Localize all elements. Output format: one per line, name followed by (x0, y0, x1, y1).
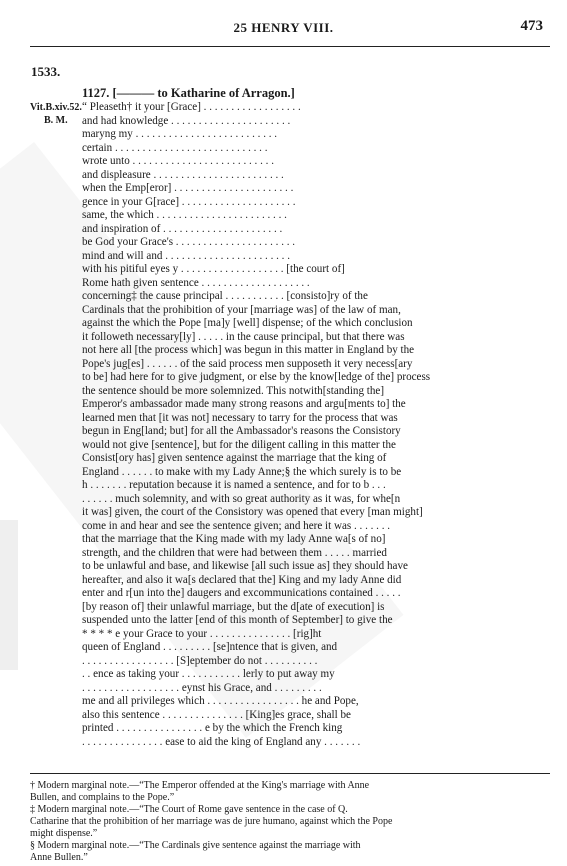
entry-title: 1127. [——— to Katharine of Arragon.] (82, 86, 295, 100)
body-line: to be unlawful and base, and likewise [all such issue as] they should have (82, 560, 408, 572)
body-line: that the marriage that the King made with my lady Anne wa[s of no] (82, 533, 386, 545)
running-title: 25 HENRY VIII. (233, 20, 334, 35)
footnote-line: § Modern marginal note.—“The Cardinals give sentence against the marriage with (30, 840, 361, 851)
footnote-line: ‡ Modern marginal note.—“The Court of Rome gave sentence in the case of Q. (30, 804, 348, 815)
body-line: strength, and the children that were had between them . . . . . married (82, 546, 387, 559)
body-line: and had knowledge . . . . . . . . . . . . . . . . . . . . . . (82, 114, 291, 127)
body-line: h . . . . . . . reputation because it is named a sentence, and for to b . . . (82, 479, 386, 491)
page-number: 473 (520, 18, 543, 34)
body-line: . . . . . . . . . . . . . . . . . [S]eptember do not . . . . . . . . . . (82, 654, 318, 667)
body-line: against the which the Pope [ma]y [well] dispense; of the which conclusion (82, 317, 413, 329)
footnote-line: might dispense.” (30, 828, 98, 839)
body-line: . . . . . . . . . . . . . . . ease to aid the king of England any . . . . . . . (82, 735, 361, 748)
body-line: Consist[ory has] given sentence against the marriage that the king of (82, 452, 387, 464)
body-line: it followeth necessary[ly] . . . . . in the cause principal, but that there was (82, 330, 405, 343)
body-line: maryng my . . . . . . . . . . . . . . . . . . . . . . . . . . (82, 128, 278, 140)
body-line: to be] had here for to give judgment, or else by the know[ledge of the] process (82, 371, 431, 383)
footnote-line: Anne Bullen.” (30, 852, 88, 863)
body-line: certain . . . . . . . . . . . . . . . . . . . . . . . . . . . . (82, 141, 268, 154)
body-line: concerning‡ the cause principal . . . . . . . . . . . [consisto]ry of the (82, 290, 368, 302)
footnotes (30, 780, 550, 864)
footnote-line: Bullen, and complains to the Pope.” (30, 792, 175, 803)
body-line: begun in Eng[land; but] for all the Ambassador's reasons the Consistory (82, 425, 401, 437)
body-line: . . . . . . much solemnity, and with so great authority as it was, for whe[n (82, 492, 401, 505)
footnote-line: Catharine that the prohibition of her marriage was de jure humano, against which the Pope (30, 816, 393, 827)
body-line: and inspiration of . . . . . . . . . . . . . . . . . . . . . . (82, 222, 283, 235)
body-line: . . ence as taking your . . . . . . . . . . . lerly to put away my (82, 668, 335, 680)
body-line: with his pitiful eyes y . . . . . . . . . . . . . . . . . . . [the court of] (82, 263, 345, 275)
body-line: mind and will and . . . . . . . . . . . . . . . . . . . . . . . (82, 249, 290, 262)
body-line: it was] given, the court of the Consistory was opened that every [man might] (82, 506, 423, 518)
body-line: Cardinals that the prohibition of your [marriage was] of the law of man, (82, 303, 401, 316)
body-line: be God your Grace's . . . . . . . . . . . . . . . . . . . . . . (82, 236, 296, 248)
body-line: printed . . . . . . . . . . . . . . . . e by the which the French king (82, 722, 343, 734)
body-line: Emperor's ambassador made many strong reasons and argu[ments to] the (82, 398, 406, 410)
body-line: suspended unto the latter [end of this month of September] to give the (82, 614, 393, 626)
footnote-line: † Modern marginal note.—“The Emperor offended at the King's marriage with Anne (30, 780, 370, 791)
body-line: also this sentence . . . . . . . . . . . . . . . [King]es grace, shall be (82, 708, 351, 721)
body-line: would not give [sentence], but for the diligent calling in this matter the (82, 438, 396, 451)
body-line: come in and hear and see the sentence given; and here it was . . . . . . . (82, 519, 391, 532)
body-line: when the Emp[eror] . . . . . . . . . . . . . . . . . . . . . . (82, 182, 294, 194)
footnote-rule (30, 773, 550, 774)
letter-body (82, 101, 554, 749)
body-line: Rome hath given sentence . . . . . . . . . . . . . . . . . . . . (82, 276, 310, 289)
body-line: learned men that [it was not] necessary to tarry for the process that was (82, 411, 398, 424)
margin-reference-library: B. M. (44, 115, 68, 126)
body-line: queen of England . . . . . . . . . [se]ntence that is given, and (82, 641, 338, 653)
body-line: Pope's jug[es] . . . . . . of the said process men supposeth it very necess[ary (82, 357, 413, 370)
body-line: and displeasure . . . . . . . . . . . . . . . . . . . . . . . . (82, 168, 284, 181)
body-line: same, the which . . . . . . . . . . . . . . . . . . . . . . . . (82, 209, 287, 221)
body-line: England . . . . . . to make with my Lady Anne;§ the which surely is to be (82, 465, 402, 478)
body-line: . . . . . . . . . . . . . . . . . . eynst his Grace, and . . . . . . . . . (82, 681, 322, 694)
body-line: enter and r[un into the] daugers and excommunications contained . . . . . (82, 587, 401, 599)
body-line: not here all [the process which] was begun in this matter in England by the (82, 344, 415, 356)
year-label: 1533. (31, 64, 61, 79)
body-line: wrote unto . . . . . . . . . . . . . . . . . . . . . . . . . . (82, 155, 274, 167)
body-line: me and all privileges which . . . . . . . . . . . . . . . . . he and Pope, (82, 695, 359, 707)
running-header (0, 14, 567, 40)
margin-reference-volume: Vit.B.xiv.52. (30, 102, 82, 113)
page-edge-mark (0, 520, 18, 670)
body-line: “ Pleaseth† it your [Grace] . . . . . . . . . . . . . . . . . . (82, 101, 301, 113)
body-line: gence in your G[race] . . . . . . . . . . . . . . . . . . . . . (82, 195, 296, 208)
header-rule (30, 46, 550, 47)
body-line: * * * * e your Grace to your . . . . . . . . . . . . . . . [rig]ht (82, 627, 322, 640)
body-line: hereafter, and also it wa[s declared that the] King and my lady Anne did (82, 573, 402, 586)
body-line: the sentence should be more solemnized. This notwith[standing the] (82, 384, 385, 397)
body-line: [by reason of] their unlawful marriage, but the d[ate of execution] is (82, 600, 385, 613)
